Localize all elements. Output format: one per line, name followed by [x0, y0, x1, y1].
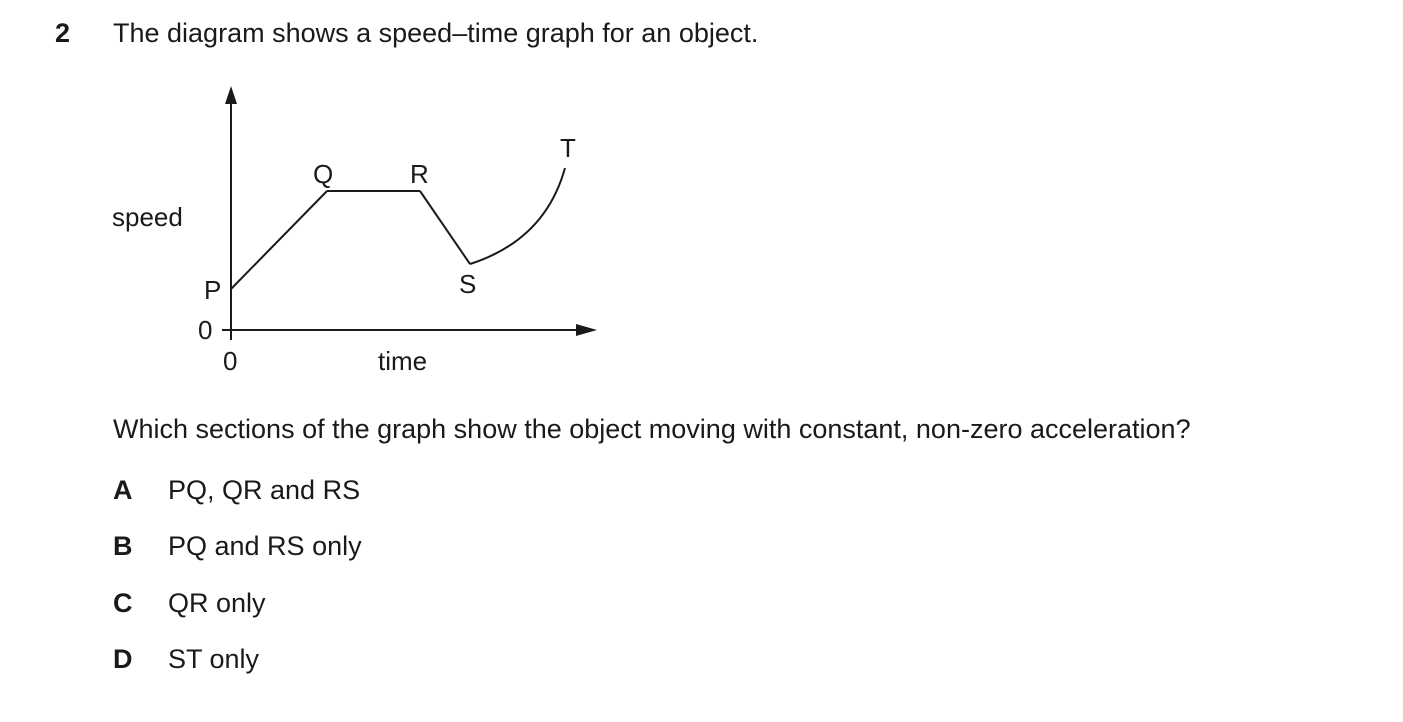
option-text: PQ and RS only — [168, 531, 362, 561]
option-c — [113, 588, 266, 619]
point-label-q: Q — [313, 159, 334, 189]
y-tick-label: 0 — [198, 315, 213, 345]
option-text: ST only — [168, 644, 260, 674]
option-letter: A — [113, 475, 133, 505]
question-number: 2 — [55, 18, 71, 48]
question-stem: The diagram shows a speed–time graph for an object. — [113, 18, 759, 48]
option-text: PQ, QR and RS — [168, 475, 361, 505]
section-pq — [231, 191, 327, 289]
x-axis-label: time — [378, 346, 428, 376]
option-a — [113, 475, 360, 506]
section-rs — [420, 191, 470, 264]
option-text: QR only — [168, 588, 266, 618]
question-prompt: Which sections of the graph show the object moving with constant, non-zero acceleration? — [113, 414, 1191, 444]
x-axis-arrowhead — [576, 324, 597, 336]
y-axis-arrowhead — [225, 86, 237, 104]
point-label-r: R — [410, 159, 429, 189]
section-st — [470, 168, 565, 264]
option-letter: C — [113, 588, 133, 618]
y-axis-label: speed — [112, 202, 183, 232]
option-letter: D — [113, 644, 133, 674]
point-label-t: T — [560, 133, 576, 163]
option-letter: B — [113, 531, 133, 561]
point-label-s: S — [459, 269, 477, 299]
option-b — [113, 531, 362, 562]
option-d — [113, 644, 259, 675]
point-label-p: P — [204, 275, 222, 305]
x-tick-label: 0 — [223, 346, 238, 376]
